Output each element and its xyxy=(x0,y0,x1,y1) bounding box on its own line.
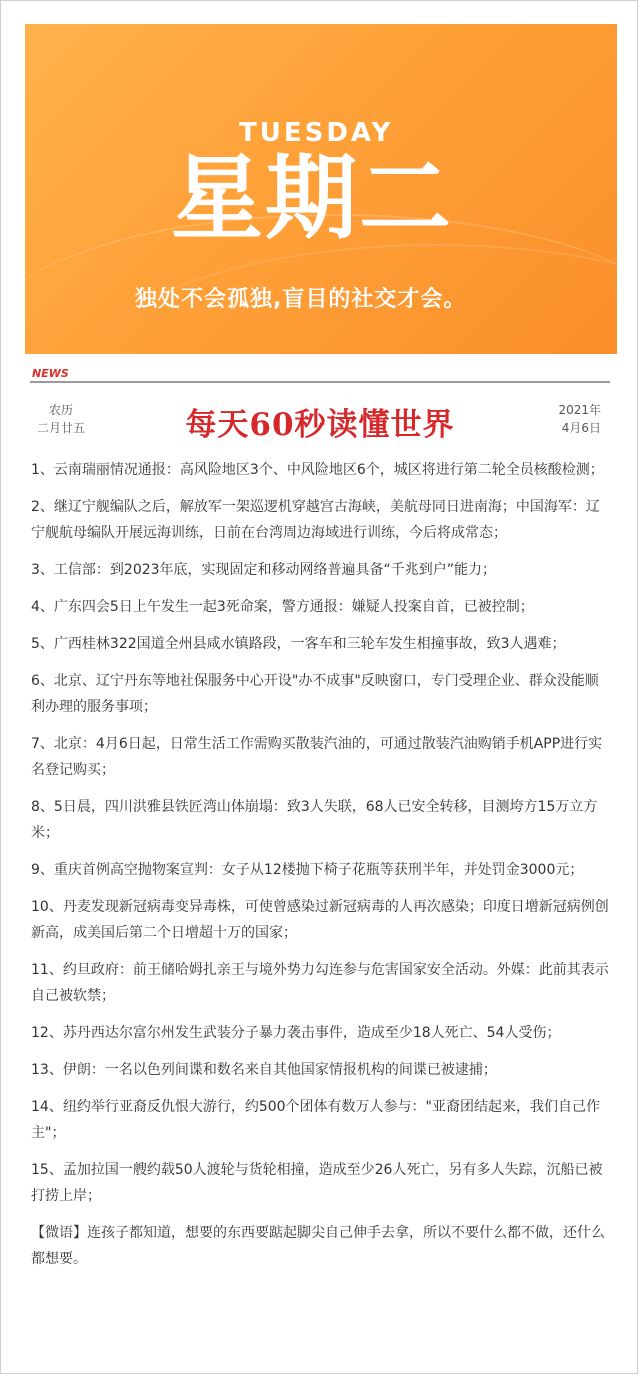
news-section-label: NEWS xyxy=(32,367,69,380)
banner-weekday-en: TUESDAY xyxy=(239,118,394,148)
news-item: 9、重庆首例高空抛物案宣判：女子从12楼抛下椅子花瓶等获刑半年，并处罚金3000元； xyxy=(31,862,584,878)
date-year: 2021年 xyxy=(558,403,601,417)
news-item: 10、丹麦发现新冠病毒变异毒株，可使曾感染过新冠病毒的人再次感染；印度日增新冠病例创新高，成美国后第二个日增超十万的国家； xyxy=(31,899,609,941)
news-item: 12、苏丹西达尔富尔州发生武装分子暴力袭击事件，造成至少18人死亡、54人受伤； xyxy=(31,1025,561,1041)
lunar-date-label: 农历 xyxy=(49,403,74,417)
news-item: 11、约旦政府：前王储哈姆扎亲王与境外势力勾连参与危害国家安全活动。外媒：此前其表示自己被软禁； xyxy=(31,962,609,1004)
news-item: 2、继辽宁舰编队之后，解放军一架巡逻机穿越宫古海峡，美航母同日进南海；中国海军：辽宁舰航母编队开展远海训练，日前在台湾周边海域进行训练，今后将成常态； xyxy=(31,499,600,541)
news-list xyxy=(31,457,611,1272)
news-item: 15、孟加拉国一艘约载50人渡轮与货轮相撞，造成至少26人死亡，另有多人失踪，沉船已被打捞上岸； xyxy=(31,1162,603,1204)
lunar-date-value: 二月廿五 xyxy=(37,421,86,435)
news-item: 4、广东四会5日上午发生一起3死命案，警方通报：嫌疑人投案自首，已被控制； xyxy=(31,599,534,615)
daily-quote: 【微语】连孩子都知道，想要的东西要踮起脚尖自己伸手去拿，所以不要什么都不做，还什么都想要。 xyxy=(31,1225,605,1267)
divider xyxy=(30,381,610,383)
news-item: 8、5日晨，四川洪雅县铁匠湾山体崩塌：致3人失联，68人已安全转移，目测垮方15万立方米； xyxy=(31,799,598,841)
news-item: 6、北京、辽宁丹东等地社保服务中心开设"办不成事"反映窗口，专门受理企业、群众没能顺利办理的服务事项； xyxy=(31,673,599,715)
news-item: 3、工信部：到2023年底，实现固定和移动网络普遍具备“千兆到户”能力； xyxy=(31,562,497,578)
banner-slogan: 独处不会孤独,盲目的社交才会。 xyxy=(135,287,467,312)
date-day: 4月6日 xyxy=(561,421,601,435)
news-item: 1、云南瑞丽情况通报：高风险地区3个、中风险地区6个，城区将进行第二轮全员核酸检测； xyxy=(31,462,604,478)
banner-weekday-cn: 星期二 xyxy=(171,145,454,252)
news-item: 14、纽约举行亚裔反仇恨大游行，约500个团体有数万人参与："亚裔团结起来，我们自己作主"； xyxy=(31,1099,600,1141)
news-item: 5、广西桂林322国道全州县咸水镇路段，一客车和三轮车发生相撞事故，致3人遇难； xyxy=(31,636,566,652)
news-item: 7、北京：4月6日起，日常生活工作需购买散装汽油的，可通过散装汽油购销手机APP进行实名登记购买； xyxy=(31,736,603,778)
news-item: 13、伊朗：一名以色列间谍和数名来自其他国家情报机构的间谍已被逮捕； xyxy=(31,1062,497,1078)
header-banner xyxy=(25,24,617,354)
page-title: 每天60秒读懂世界 xyxy=(185,407,455,443)
calendar-date xyxy=(558,401,601,437)
